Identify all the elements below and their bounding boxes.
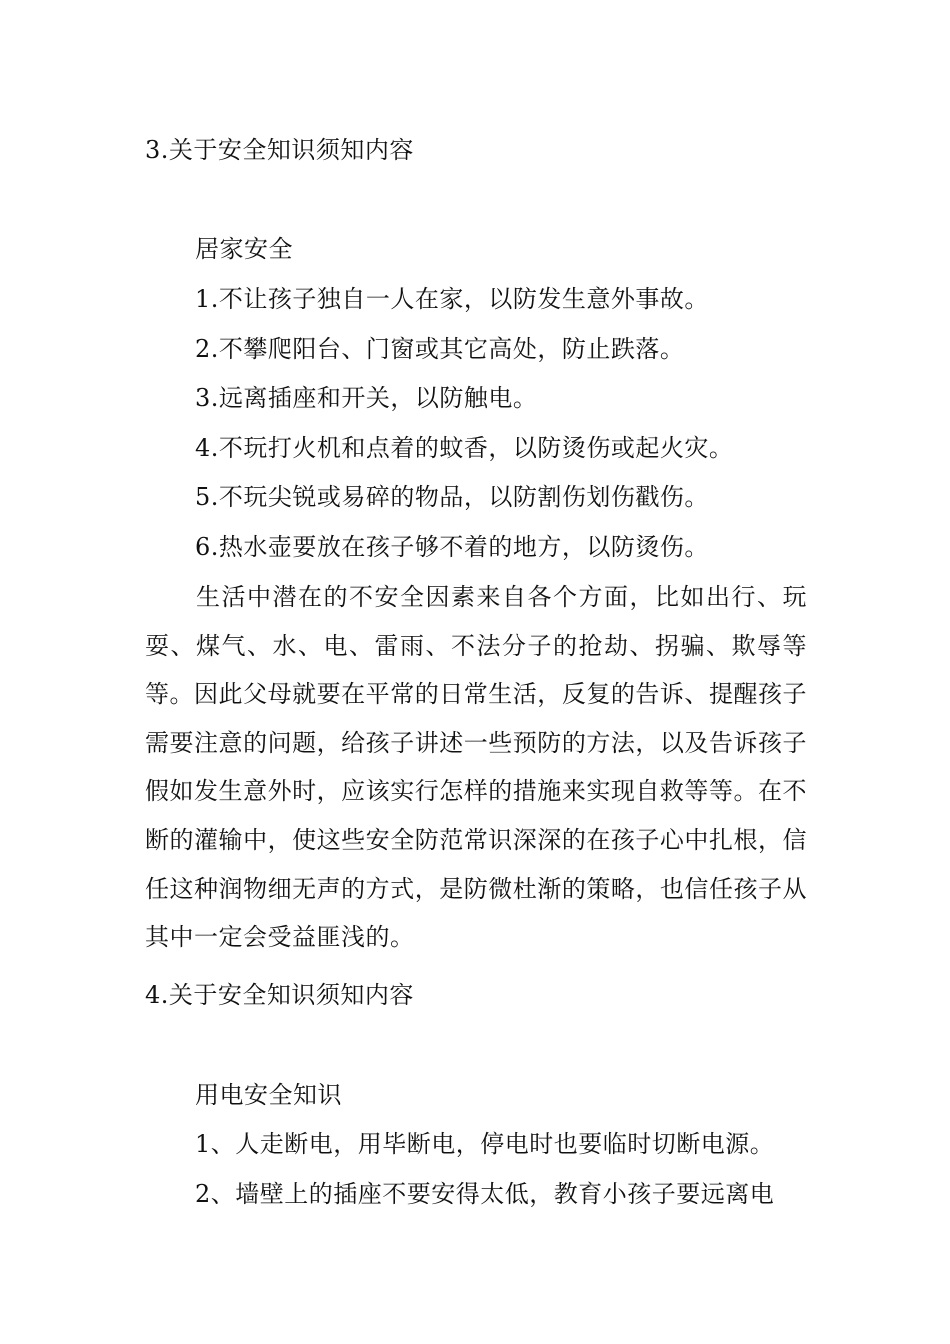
list-item: 4.不玩打火机和点着的蚊香，以防烫伤或起火灾。 xyxy=(195,434,734,462)
list-item: 2、墙壁上的插座不要安得太低，教育小孩子要远离电 xyxy=(195,1180,775,1208)
list-item: 3.远离插座和开关，以防触电。 xyxy=(195,384,538,412)
section-4-subheading: 用电安全知识 xyxy=(195,1081,342,1109)
list-item: 6.热水壶要放在孩子够不着的地方，以防烫伤。 xyxy=(195,533,709,561)
section-4-heading: 4.关于安全知识须知内容 xyxy=(145,981,414,1009)
list-item: 2.不攀爬阳台、门窗或其它高处，防止跌落。 xyxy=(195,335,685,363)
list-item: 1、人走断电，用毕断电，停电时也要临时切断电源。 xyxy=(195,1130,775,1158)
section-3-paragraph: 生活中潜在的不安全因素来自各个方面，比如出行、玩耍、煤气、水、电、雷雨、不法分子的抢劫、拐骗、欺辱等等。因此父母就要在平常的日常生活，反复的告诉、提醒孩子需要注意的问题，给孩子讲述一些预防的方法，以及告诉孩子假如发生意外时，应该实行怎样的措施来实现自救等等。在不断的灌输中，使这些安全防范常识深深的在孩子心中扎根，信任这种润物细无声的方式，是防微杜渐的策略，也信任孩子从其中一定会受益匪浅的。 xyxy=(145,583,807,952)
section-3-heading: 3.关于安全知识须知内容 xyxy=(145,136,414,164)
list-item: 5.不玩尖锐或易碎的物品，以防割伤划伤戳伤。 xyxy=(195,483,709,511)
list-item: 1.不让孩子独自一人在家，以防发生意外事故。 xyxy=(195,285,709,313)
section-3-subheading: 居家安全 xyxy=(195,235,293,263)
